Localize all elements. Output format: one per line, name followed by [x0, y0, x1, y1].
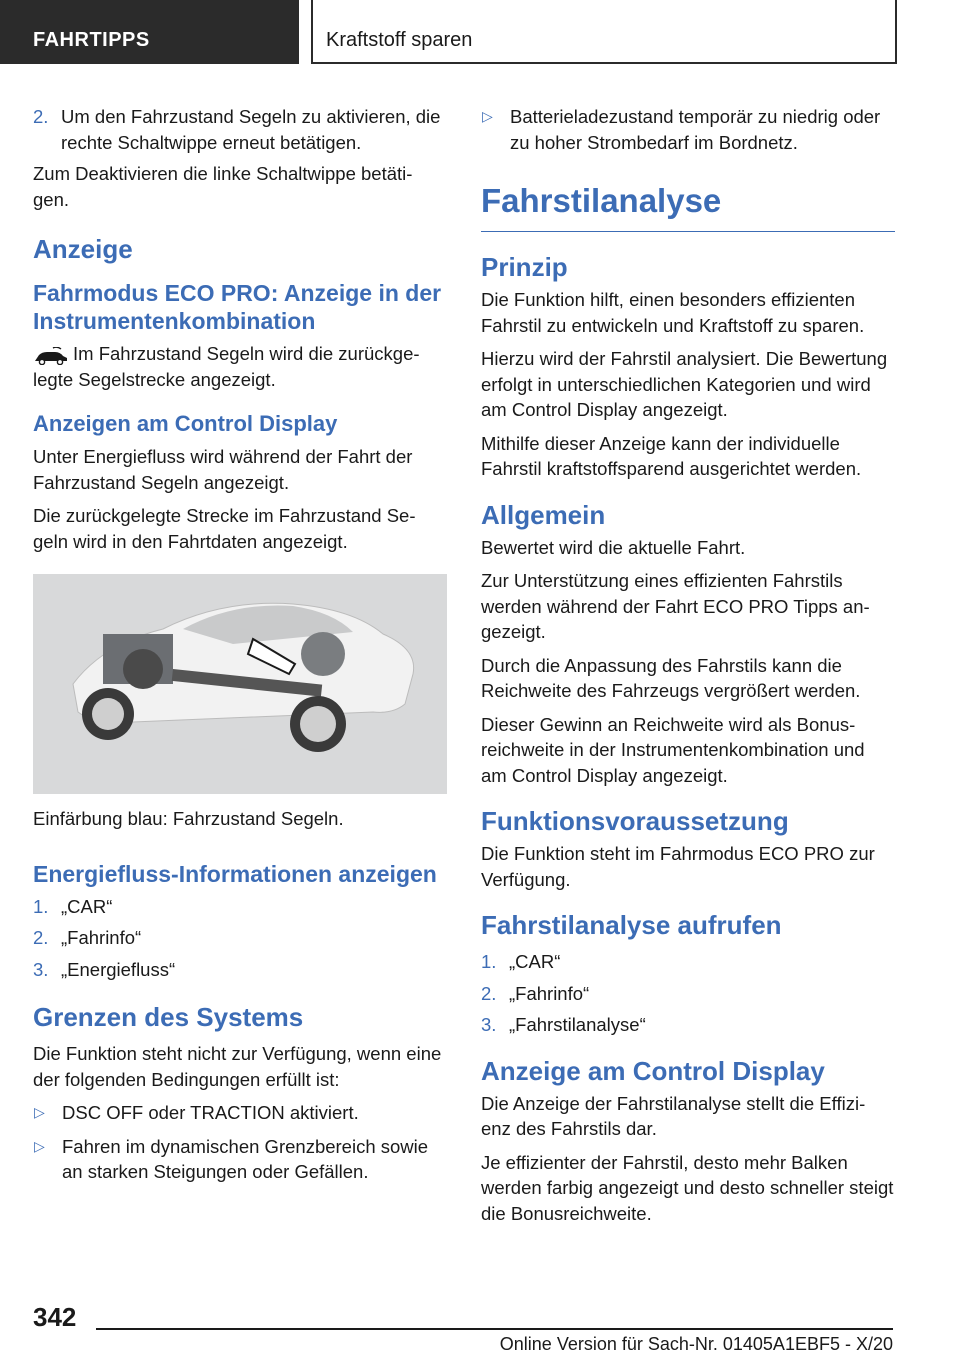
step-text: „CAR“	[509, 951, 561, 972]
paragraph: Mithilfe dieser Anzeige kann der individuelle Fahrstil kraftstoffsparend ausgerichtet werden.	[481, 432, 862, 479]
paragraph: Durch die Anpassung des Fahrstils kann die Reichweite des Fahrzeugs vergrößert werden.	[481, 654, 861, 701]
heading-fahrstilanalyse-aufrufen: Fahrstilanalyse aufrufen	[481, 910, 782, 940]
step-number: 3.	[481, 1014, 497, 1035]
heading-funktionsvoraussetzung: Funktionsvoraussetzung	[481, 806, 789, 836]
paragraph: Die Funktion steht im Fahrmodus ECO PRO zur Verfügung.	[481, 843, 875, 890]
section-tab	[311, 0, 897, 64]
step-number: 3.	[33, 958, 49, 980]
figure-caption: Einfärbung blau: Fahrzustand Segeln.	[33, 808, 344, 829]
heading-energiefluss: Energiefluss-Informationen anzeigen	[33, 860, 437, 887]
heading-anzeige: Anzeige	[33, 234, 133, 264]
paragraph: Die Anzeige der Fahrstilanalyse stellt die Effizi-enz des Fahrstils dar.	[481, 1092, 866, 1139]
step-text: Um den Fahrzustand Segeln zu aktivieren, die rechte Schaltwippe erneut betätigen.	[61, 106, 441, 153]
paragraph: Unter Energiefluss wird während der Fahrt der Fahrzustand Segeln angezeigt.	[33, 446, 413, 493]
list-item	[481, 949, 895, 975]
heading-allgemein: Allgemein	[481, 499, 606, 530]
heading-anzeige-control-display: Anzeige am Control Display	[481, 1055, 825, 1086]
step-number: 2.	[33, 106, 49, 127]
step-number: 2.	[481, 982, 497, 1004]
heading-control-display: Anzeigen am Control Display	[33, 411, 338, 436]
list-item	[481, 104, 895, 155]
triangle-right-icon: ▷	[34, 1137, 45, 1154]
left-column	[33, 104, 447, 1193]
step-text: „Fahrinfo“	[509, 982, 590, 1004]
section-title: Kraftstoff sparen	[326, 29, 473, 51]
step-number: 1.	[481, 951, 497, 972]
list-item	[33, 1100, 447, 1126]
heading-fahrmodus: Fahrmodus ECO PRO: Anzeige in der Instrumentenkombination	[33, 280, 442, 334]
chapter-title: FAHRTIPPS	[33, 29, 150, 51]
paragraph: Die Funktion hilft, einen besonders effizienten Fahrstil zu entwickeln und Kraftstoff zu sparen.	[481, 289, 865, 336]
step-text: „Energiefluss“	[61, 958, 176, 980]
bullet-text: Fahren im dynamischen Grenzbereich sowie an starken Steigungen oder Gefällen.	[62, 1135, 429, 1182]
step-text: „Fahrstilanalyse“	[509, 1014, 646, 1035]
fahrmodus-text: Im Fahrzustand Segeln wird die zurückge-legte Segelstrecke angezeigt.	[33, 343, 420, 390]
list-item	[33, 957, 447, 983]
list-item	[33, 1134, 447, 1185]
chapter-tab	[0, 0, 299, 64]
car-illustration	[33, 574, 447, 794]
paragraph: Je effizienter der Fahrstil, desto mehr Balken werden farbig angezeigt und desto schneller steigt die Bonusreichweite.	[481, 1151, 894, 1224]
heading-prinzip: Prinzip	[481, 252, 568, 282]
paragraph: Bewertet wird die aktuelle Fahrt.	[481, 536, 746, 558]
paragraph	[33, 341, 447, 392]
triangle-right-icon: ▷	[34, 1104, 45, 1120]
paragraph: Hierzu wird der Fahrstil analysiert. Die Bewertung erfolgt in unterschiedlichen Kategorien und wird am Control Display angezeigt.	[481, 348, 888, 420]
footer-online-version: Online Version für Sach-Nr. 01405A1EBF5 - X/20	[499, 1334, 893, 1354]
paragraph: Dieser Gewinn an Reichweite wird als Bonus-reichweite in der Instrumentenkombination und am Control Display angezeigt.	[481, 713, 865, 786]
paragraph: Zur Unterstützung eines effizienten Fahrstils werden während der Fahrt ECO PRO Tipps an-gezeigt.	[481, 570, 870, 642]
step-number: 2.	[33, 927, 49, 948]
list-item	[33, 104, 447, 155]
page-number: 342	[33, 1302, 77, 1332]
bullet-text: DSC OFF oder TRACTION aktiviert.	[62, 1102, 359, 1123]
bullet-text: Batterieladezustand temporär zu niedrig oder zu hoher Strombedarf im Bordnetz.	[510, 106, 881, 153]
step-text: „CAR“	[61, 895, 113, 917]
paragraph: Zum Deaktivieren die linke Schaltwippe betäti-gen.	[33, 163, 413, 210]
step-number: 1.	[33, 895, 49, 917]
list-item	[481, 981, 895, 1007]
list-item	[33, 894, 447, 920]
triangle-right-icon: ▷	[482, 108, 493, 124]
list-item	[481, 1012, 895, 1038]
right-column	[481, 104, 895, 1234]
paragraph: Die zurückgelegte Strecke im Fahrzustand Se-geln wird in den Fahrtdaten angezeigt.	[33, 505, 416, 552]
footer-divider	[96, 1328, 893, 1330]
heading-grenzen: Grenzen des Systems	[33, 1002, 304, 1032]
step-text: „Fahrinfo“	[61, 927, 142, 948]
list-item	[33, 925, 447, 951]
coasting-car-icon	[33, 346, 69, 364]
paragraph: Die Funktion steht nicht zur Verfügung, wenn eine der folgenden Bedingungen erfüllt ist:	[33, 1043, 442, 1090]
page-header	[0, 0, 960, 66]
heading-fahrstilanalyse: Fahrstilanalyse	[481, 181, 895, 232]
